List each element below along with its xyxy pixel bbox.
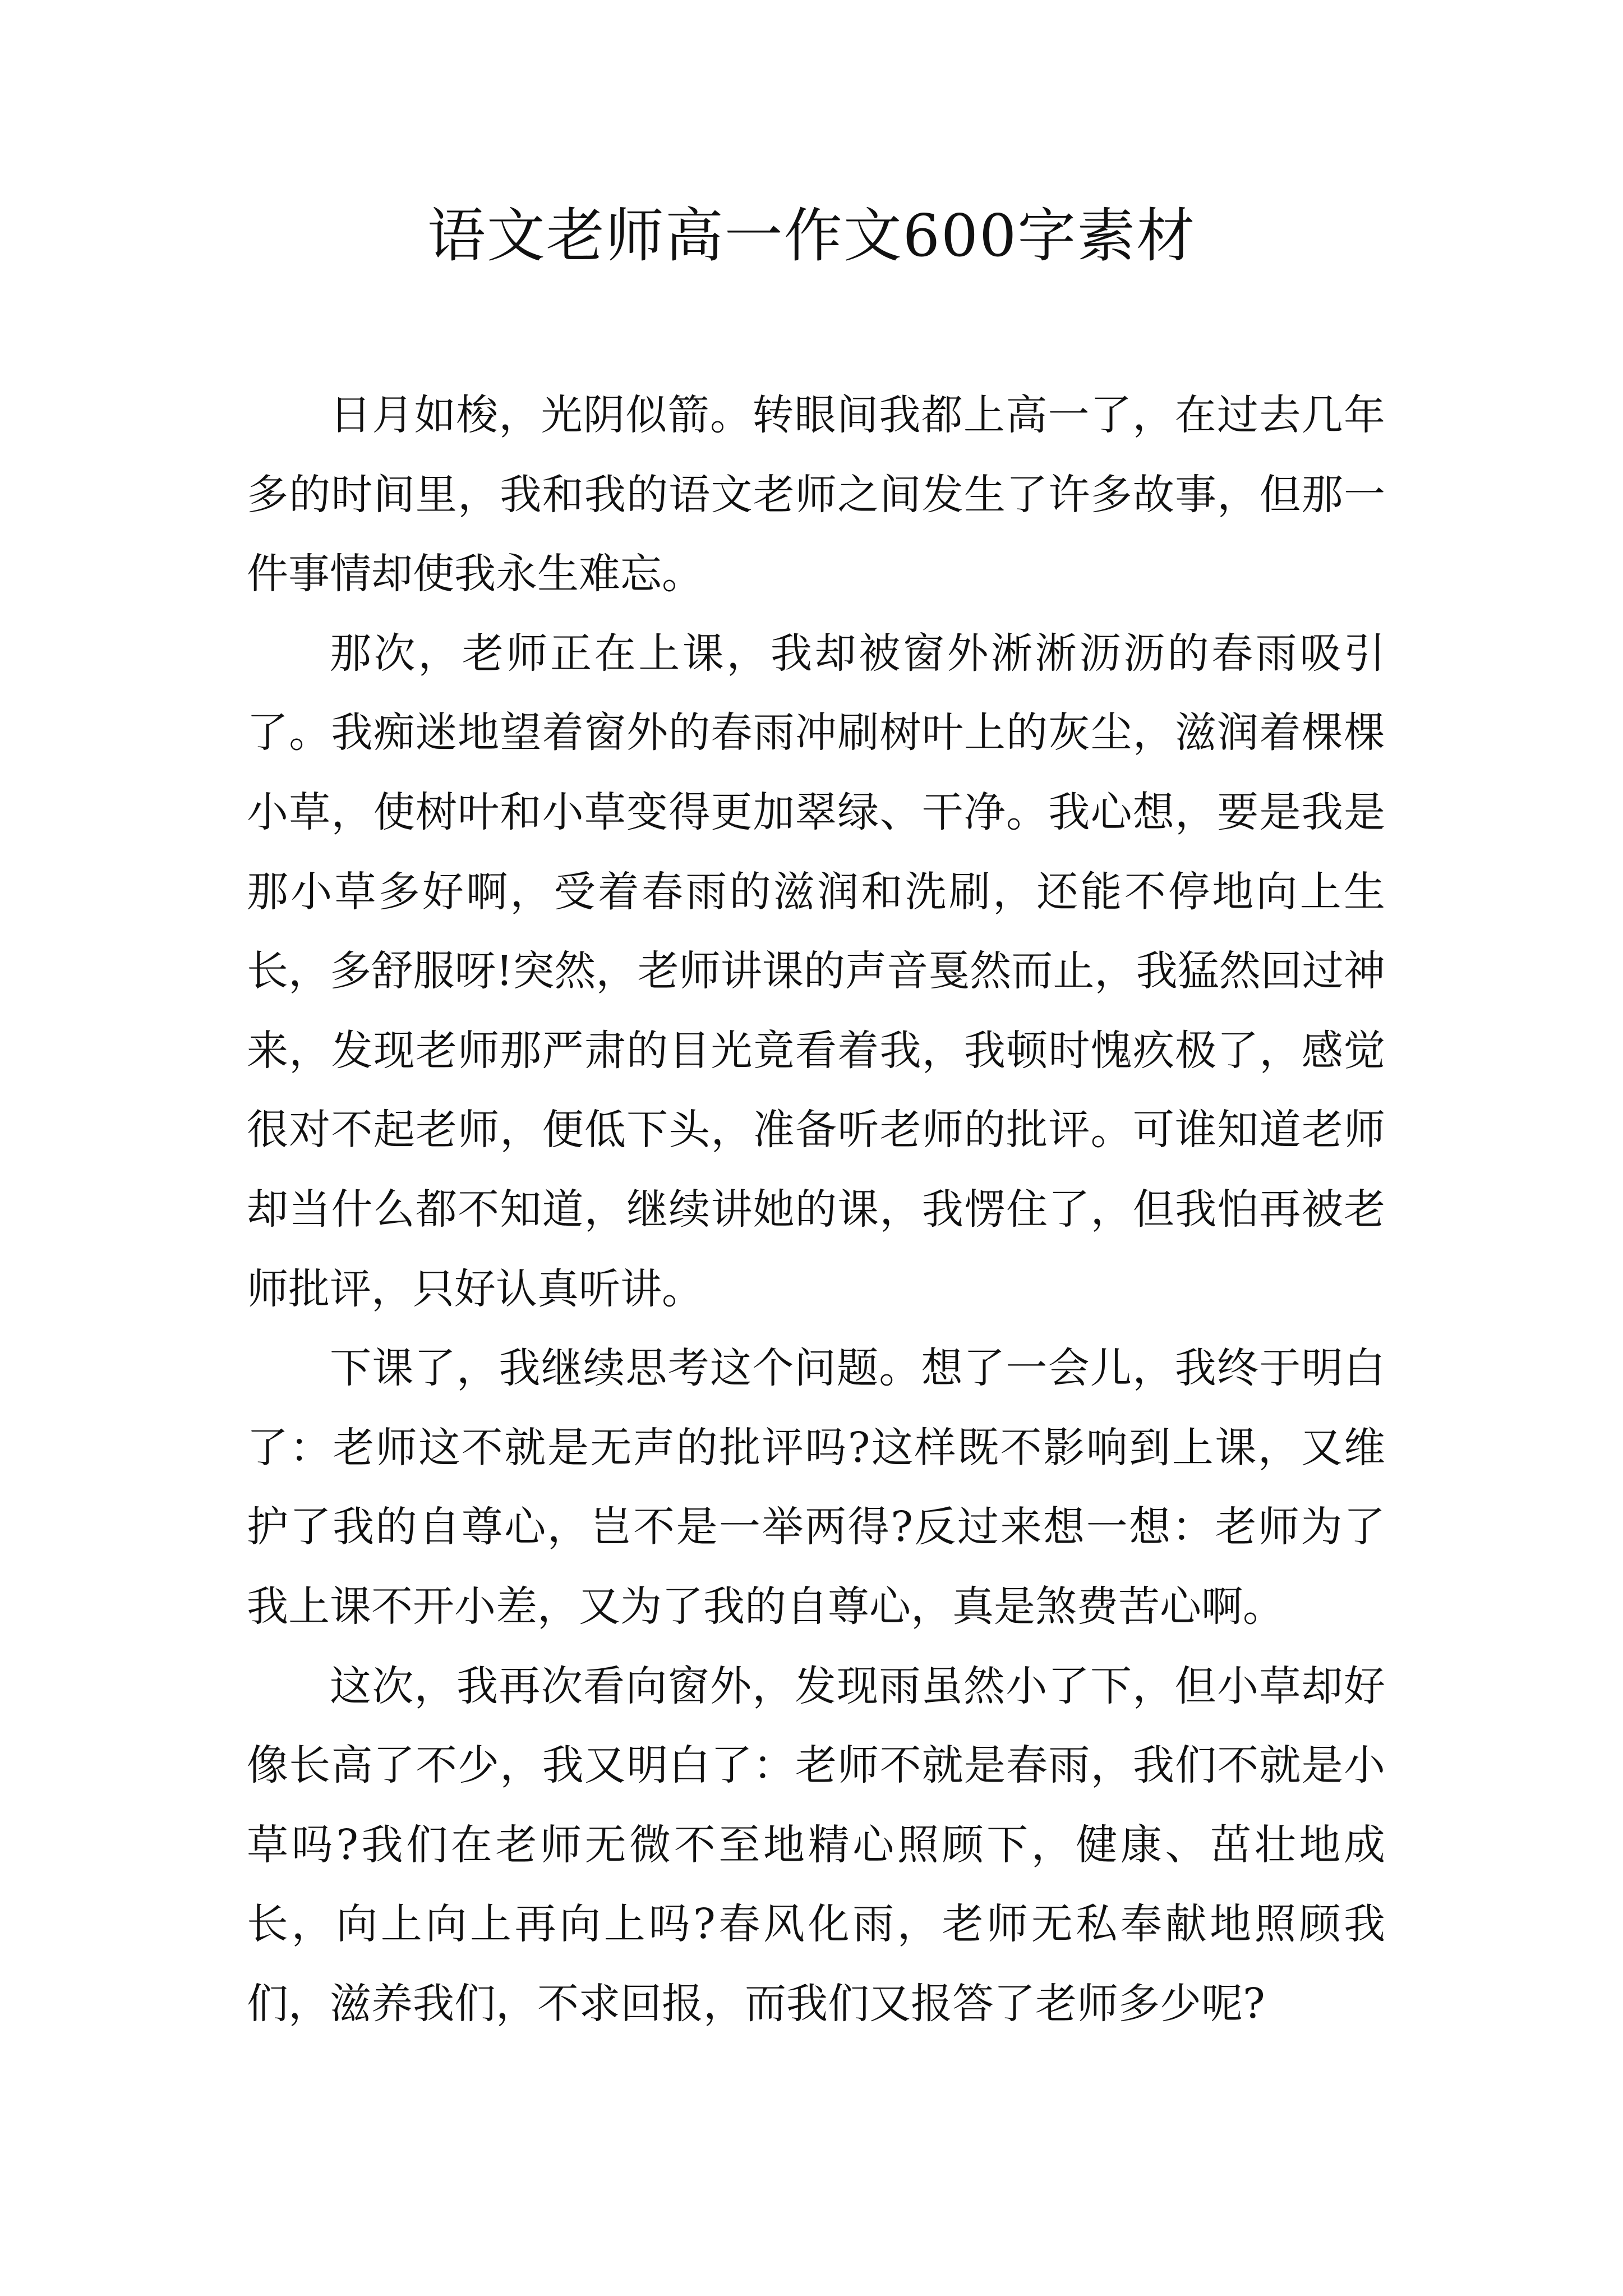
paragraph: 日月如梭，光阴似箭。转眼间我都上高一了，在过去几年多的时间里，我和我的语文老师之间发生了许多故事，但那一件事情却使我永生难忘。: [247, 391, 1385, 599]
document-title: 语文老师高一作文600字素材: [427, 201, 1196, 270]
paragraph: 这次，我再次看向窗外，发现雨虽然小了下，但小草却好像长高了不少，我又明白了：老师不就是春雨，我们不就是小草吗?我们在老师无微不至地精心照顾下，健康、茁壮地成长，向上向上再向上吗?春风化雨，老师无私奉献地照顾我们，滋养我们，不求回报，而我们又报答了老师多少呢?: [247, 1662, 1385, 2028]
document-body: [247, 376, 1385, 2044]
paragraph: 那次，老师正在上课，我却被窗外淅淅沥沥的春雨吸引了。我痴迷地望着窗外的春雨冲刷树叶上的灰尘，滋润着棵棵小草，使树叶和小草变得更加翠绿、干净。我心想，要是我是那小草多好啊，受着春雨的滋润和洗刷，还能不停地向上生长，多舒服呀!突然，老师讲课的声音戛然而止，我猛然回过神来，发现老师那严肃的目光竟看着我，我顿时愧疚极了，感觉很对不起老师，便低下头，准备听老师的批评。可谁知道老师却当什么都不知道，继续讲她的课，我愣住了，但我怕再被老师批评，只好认真听讲。: [247, 629, 1385, 1313]
paragraph: 下课了，我继续思考这个问题。想了一会儿，我终于明白了：老师这不就是无声的批评吗?这样既不影响到上课，又维护了我的自尊心，岂不是一举两得?反过来想一想：老师为了我上课不开小差，又为了我的自尊心，真是煞费苦心啊。: [247, 1344, 1385, 1631]
